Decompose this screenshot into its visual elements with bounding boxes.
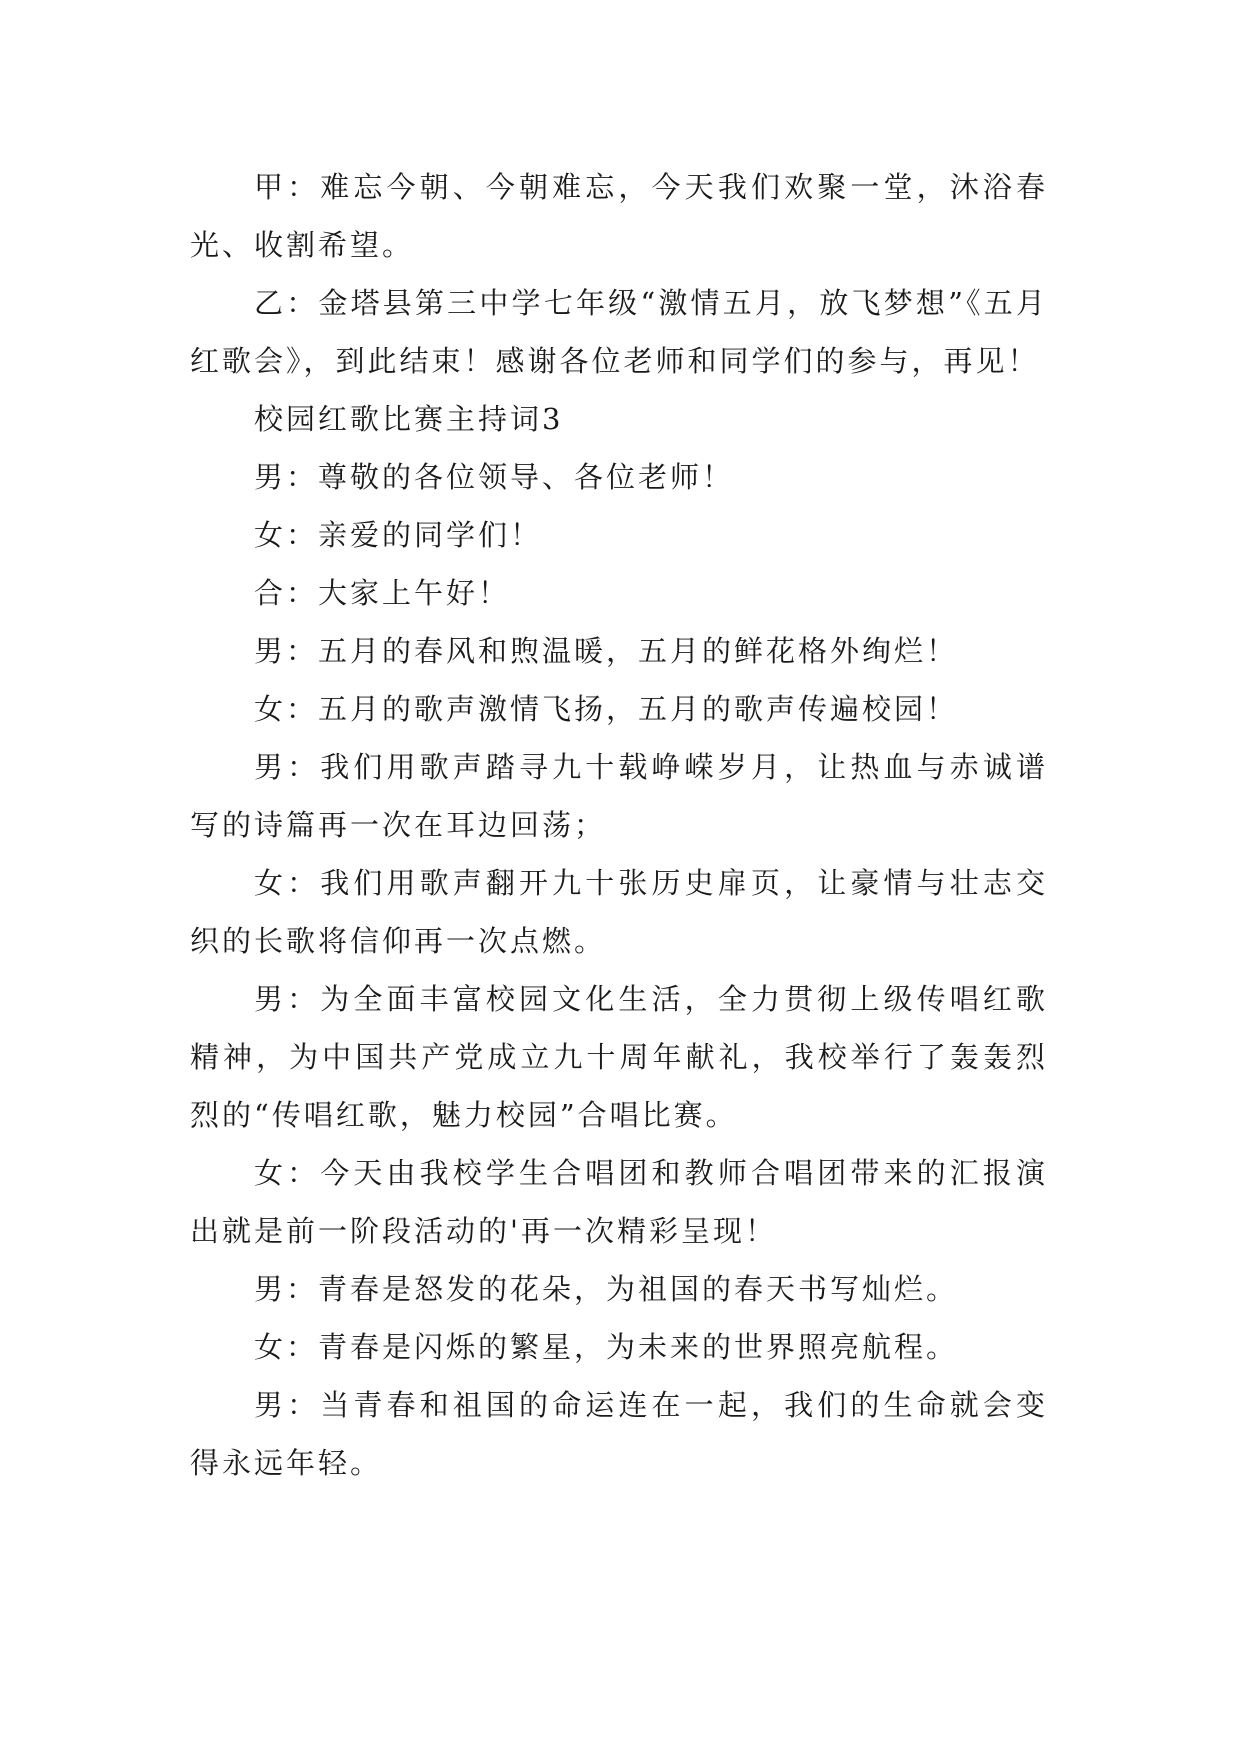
paragraph: 男：为全面丰富校园文化生活，全力贯彻上级传唱红歌精神，为中国共产党成立九十周年献礼，我校举行了轰轰烈烈的“传唱红歌，魅力校园”合唱比赛。	[190, 982, 1048, 1132]
paragraph: 男：五月的春风和煦温暖，五月的鲜花格外绚烂！	[254, 634, 959, 668]
paragraph: 女：今天由我校学生合唱团和教师合唱团带来的汇报演出就是前一阶段活动的'再一次精彩呈现！	[190, 1156, 1048, 1248]
paragraph: 女：五月的歌声激情飞扬，五月的歌声传遍校园！	[254, 692, 959, 726]
paragraph: 男：尊敬的各位领导、各位老师！	[254, 460, 735, 494]
paragraph: 乙：金塔县第三中学七年级“激情五月，放飞梦想”《五月红歌会》，到此结束！感谢各位老师和同学们的参与，再见！	[190, 286, 1048, 378]
paragraph: 女：亲爱的同学们！	[254, 518, 543, 552]
paragraph: 女：青春是闪烁的繁星，为未来的世界照亮航程。	[254, 1330, 959, 1364]
paragraph: 甲：难忘今朝、今朝难忘，今天我们欢聚一堂，沐浴春光、收割希望。	[190, 170, 1048, 262]
document-body	[190, 158, 1048, 1492]
paragraph: 男：我们用歌声踏寻九十载峥嵘岁月，让热血与赤诚谱写的诗篇再一次在耳边回荡；	[190, 750, 1048, 842]
paragraph: 男：当青春和祖国的命运连在一起，我们的生命就会变得永远年轻。	[190, 1388, 1048, 1480]
paragraph: 合：大家上午好！	[254, 576, 511, 610]
section-heading: 校园红歌比赛主持词3	[254, 402, 564, 436]
paragraph: 男：青春是怒发的花朵，为祖国的春天书写灿烂。	[254, 1272, 959, 1306]
paragraph: 女：我们用歌声翻开九十张历史扉页，让豪情与壮志交织的长歌将信仰再一次点燃。	[190, 866, 1048, 958]
